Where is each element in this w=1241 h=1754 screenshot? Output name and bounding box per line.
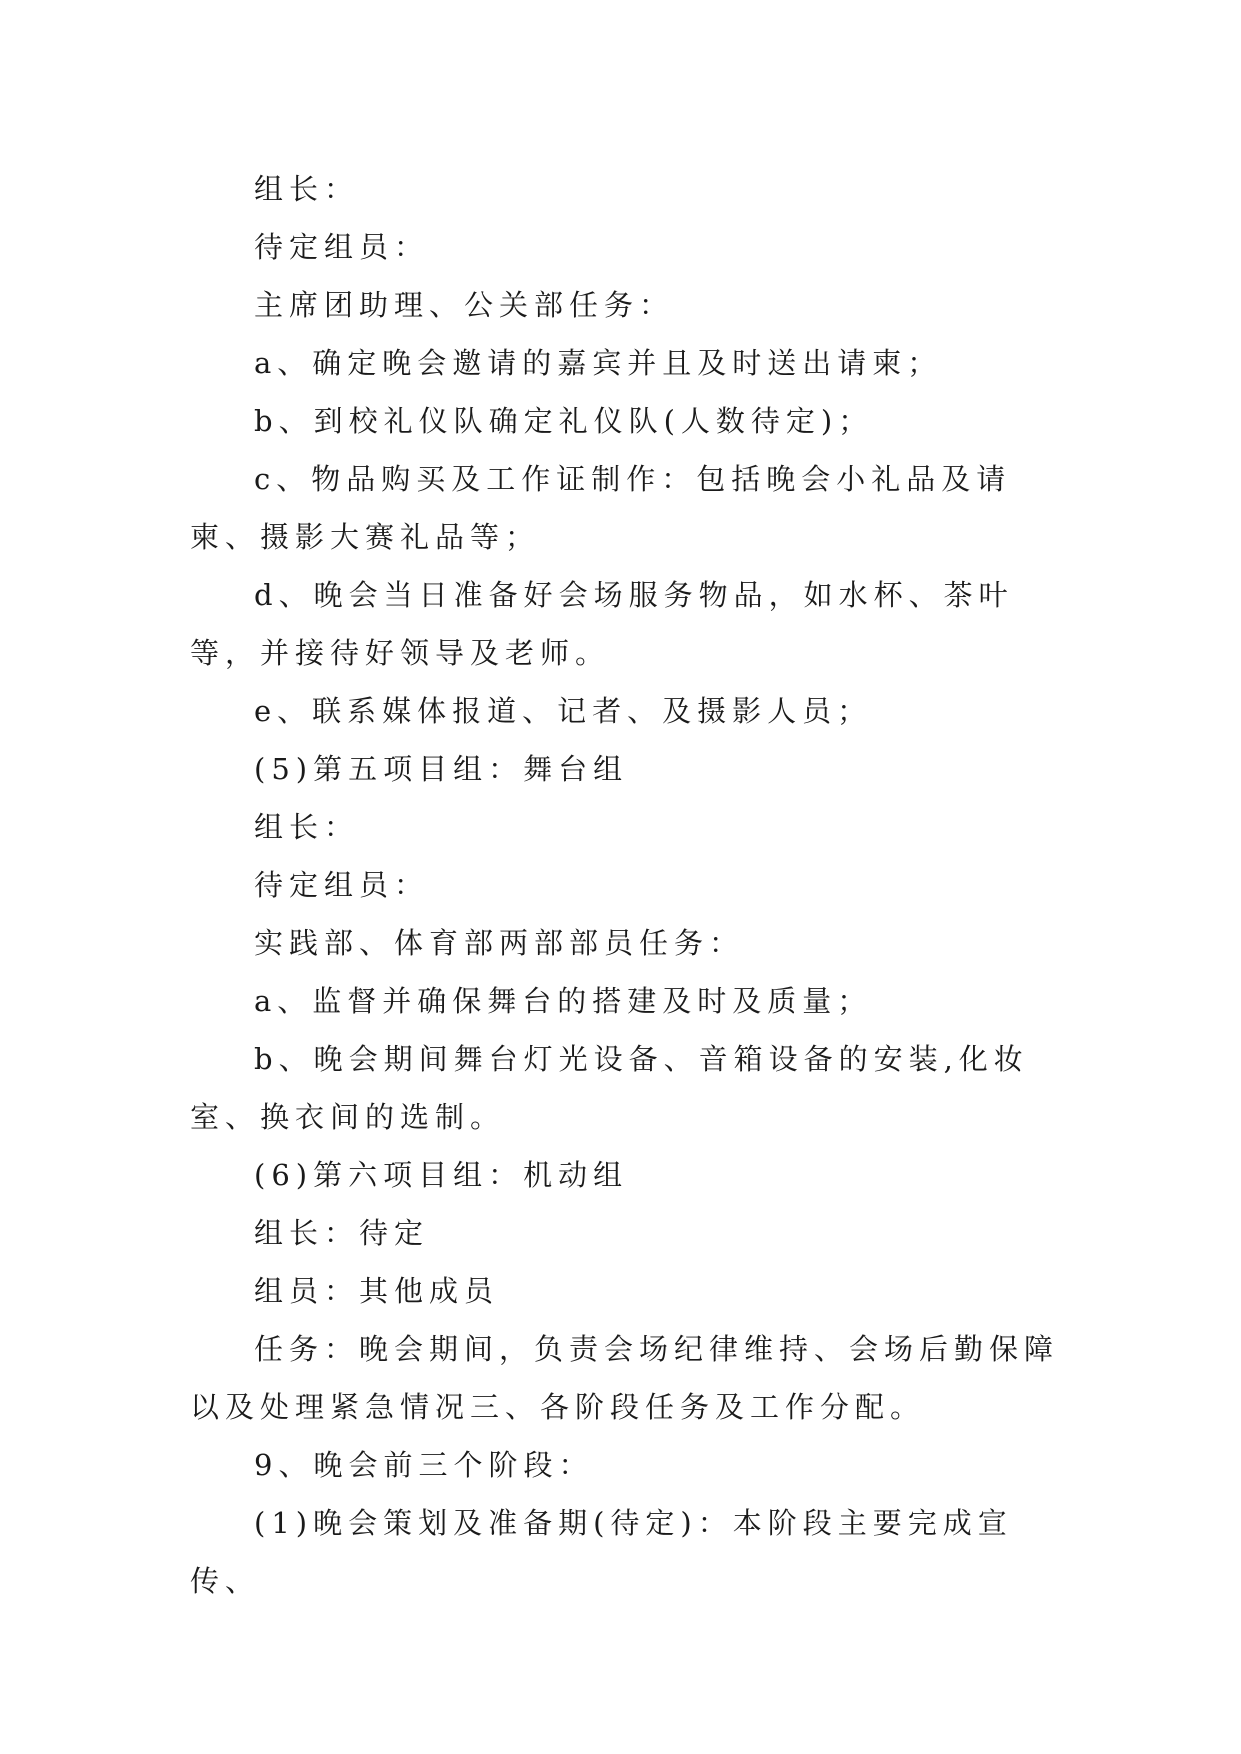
paragraph-members-pending: 待定组员： <box>254 230 430 264</box>
paragraph-stage-task-b: b、晚会期间舞台灯光设备、音箱设备的安装,化妆室、换衣间的选制。 <box>190 1042 1029 1134</box>
paragraph-group-leader-2: 组长： <box>254 810 360 844</box>
paragraph-section-9: 9、晚会前三个阶段： <box>254 1448 594 1482</box>
paragraph-task-a-guests: a、确定晚会邀请的嘉宾并且及时送出请柬； <box>254 346 943 380</box>
paragraph-task-b-etiquette: b、到校礼仪队确定礼仪队(人数待定)； <box>254 404 874 438</box>
paragraph-group-leader: 组长： <box>254 172 360 206</box>
paragraph-members-pending-2: 待定组员： <box>254 868 430 902</box>
paragraph-pr-tasks-heading: 主席团助理、公关部任务： <box>254 288 675 322</box>
paragraph-stage-task-a: a、监督并确保舞台的搭建及时及质量； <box>254 984 873 1018</box>
document-body <box>190 160 1070 1610</box>
paragraph-mobile-leader: 组长：待定 <box>254 1216 430 1250</box>
paragraph-mobile-members: 组员：其他成员 <box>254 1274 500 1308</box>
paragraph-phase-1: (1)晚会策划及准备期(待定)：本阶段主要完成宣传、 <box>190 1506 1013 1598</box>
paragraph-task-e-media: e、联系媒体报道、记者、及摄影人员； <box>254 694 873 728</box>
paragraph-task-c-purchases: c、物品购买及工作证制作：包括晚会小礼品及请柬、摄影大赛礼品等； <box>190 462 1012 554</box>
paragraph-stage-tasks-heading: 实践部、体育部两部部员任务： <box>254 926 745 960</box>
paragraph-mobile-tasks: 任务：晚会期间，负责会场纪律维持、会场后勤保障以及处理紧急情况三、各阶段任务及工作分配。 <box>190 1332 1060 1424</box>
paragraph-task-d-venue-service: d、晚会当日准备好会场服务物品，如水杯、茶叶等，并接待好领导及老师。 <box>190 578 1014 670</box>
paragraph-group-5-stage: (5)第五项目组：舞台组 <box>254 752 629 786</box>
paragraph-group-6-mobile: (6)第六项目组：机动组 <box>254 1158 629 1192</box>
